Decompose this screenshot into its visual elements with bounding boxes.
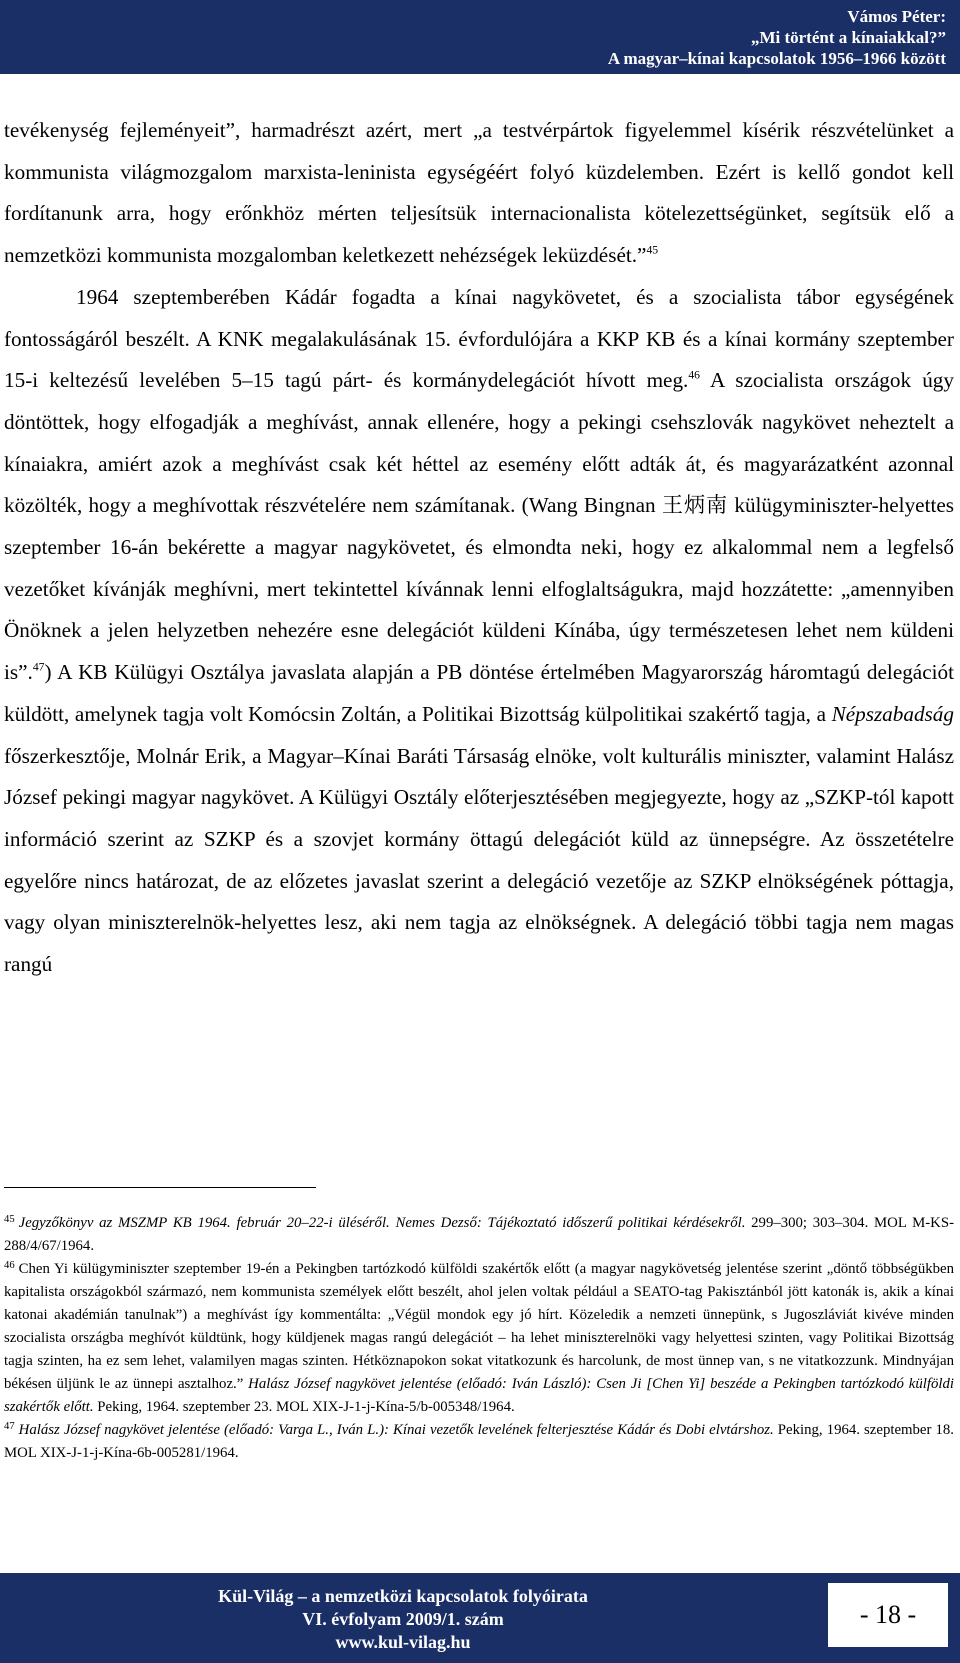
paragraph-2: [4, 277, 954, 986]
footnote-ref-45[interactable]: 45: [646, 243, 659, 257]
footnote-text: Peking, 1964. szeptember 18. MOL XIX-J-1-j-Kína-6b-005281/1964.: [4, 1422, 955, 1461]
paragraph-2-text-b: A szocialista országok úgy döntöttek, hogy elfogadják a meghívást, annak ellenére, hogy a pekingi csehszlovák nagykövet neheztelt a kínaiakra, amiért azok a meghívást csak két héttel az esemény előtt adták át, és magyarázatként azonnal közölték, hogy a meghívottak részvételére nem számítanak. (Wang Bingnan 王炳南 külügyminiszter-helyettes szeptember 16-án bekérette a magyar nagykövetet, és elmondta neki, hogy ez alkalommal nem a legfelső vezetőket kívánják meghívni, mert tekintettel kívánnak lenni elfoglaltságukra, majd hozzátette: „amennyiben Önöknek a jelen helyzetben nehezére esne delegációt küldeni Kínába, úgy természetesen lehet nem küldeni is”.: [4, 368, 954, 685]
journal-name: Kül-Világ – a nemzetközi kapcsolatok folyóirata: [218, 1586, 588, 1606]
footnote-divider: [4, 1187, 316, 1188]
page-number: - 18 -: [828, 1583, 948, 1647]
footnote-source: Peking, 1964. szeptember 23. MOL XIX-J-1-j-Kína-5/b-005348/1964.: [93, 1399, 515, 1415]
header-author: Vámos Péter:: [847, 7, 946, 26]
footnote-text: 299–300; 303–304. MOL M-KS-288/4/67/1964.: [4, 1215, 954, 1254]
footnote-citation: Halász József nagykövet jelentése (előadó: Iván László): Csen Ji [Chen Yi] beszéde a Pekingben tartózkodó külföldi szakértők előtt.: [4, 1376, 954, 1415]
footnote-ref-47[interactable]: 47: [32, 660, 45, 674]
paragraph-2-text-a: 1964 szeptemberében Kádár fogadta a kínai nagykövetet, és a szocialista tábor egységének fontosságáról beszélt. A KNK megalakulásának 15. évfordulójára a KKP KB és a kínai kormány szeptember 15-i keltezésű levelében 5–15 tagú párt- és kormánydelegációt hívott meg.: [4, 284, 954, 393]
footnote-text: Chen Yi külügyminiszter szeptember 19-én a Pekingben tartózkodó külföldi szakértők előtt (a magyar nagykövetség jelentése szerint „döntő többségükben kapitalista országokból származó, nem kommunista személyek előtt beszélt, ahol jelen voltak például a SEATO-tag Pakisztánból jött katonák is, akik a kínai katonai akadémián tanulnak”) a meghívást így kommentálta: „Végül mondok egy jó hírt. Közeledik a nemzeti ünnepünk, s Jugoszláviát kivéve minden szocialista országba meghívót küldtünk, hogy küldjenek magas rangú delegációt – ha lehet miniszterelnöki vagy helyettesi szinten, vagy Politikai Bizottság tagja szinten, ha ez sem lehet, valamilyen magas szinten. Hétköznapokon sokat vitatkozunk és harcolunk, de most ünnep van, s ne vitatkozzunk. Mindnyájan békésen üljünk le az ünnepi asztalhoz.”: [4, 1261, 954, 1392]
footnote-number: 46: [4, 1260, 15, 1272]
paragraph-1: [4, 110, 954, 277]
footnote-citation: Jegyzőkönyv az MSZMP KB 1964. február 20–22-i üléséről. Nemes Dezső: Tájékoztató időszerű politikai kérdésekről.: [18, 1215, 746, 1231]
header-title: „Mi történt a kínaiakkal?”: [750, 28, 946, 47]
newspaper-title: Népszabadság: [831, 701, 954, 726]
footnote-47: [4, 1419, 954, 1465]
header-subtitle: A magyar–kínai kapcsolatok 1956–1966 között: [607, 49, 946, 68]
footnote-number: 47: [4, 1421, 15, 1433]
journal-url[interactable]: www.kul-vilag.hu: [335, 1632, 471, 1652]
footnote-ref-46[interactable]: 46: [688, 368, 700, 382]
journal-issue: VI. évfolyam 2009/1. szám: [302, 1609, 504, 1629]
running-footer: [0, 1573, 960, 1663]
footnote-number: 45: [4, 1214, 15, 1226]
paragraph-2-text-d: főszerkesztője, Molnár Erik, a Magyar–Kínai Baráti Társaság elnöke, volt kulturális miniszter, valamint Halász József pekingi magyar nagykövet. A Külügyi Osztály előterjesztésében megjegyezte, hogy az „SZKP-tól kapott információ szerint az SZKP és a szovjet kormány öttagú delegációt küld az ünnepségre. Az összetételre egyelőre nincs határozat, de az előzetes javaslat szerint a delegáció vezetője az SZKP elnökségének póttagja, vagy olyan miniszterelnök-helyettes lesz, aki nem tagja az elnökségnek. A delegáció többi tagja nem magas rangú: [4, 743, 954, 977]
paragraph-1-text: tevékenység fejleményeit”, harmadrészt azért, mert „a testvérpártok figyelemmel kísérik részvételünket a kommunista világmozgalom marxista-leninista egységéért folyó küzdelemben. Ezért is kellő gondot kell fordítanunk arra, hogy erőnkhöz mérten teljesítsük internacionalista kötelezettségünket, segítsük elő a nemzetközi kommunista mozgalomban keletkezett nehézségek leküzdését.”: [4, 118, 954, 268]
paragraph-2-text-c: ) A KB Külügyi Osztálya javaslata alapján a PB döntése értelmében Magyarország háromtagú delegációt küldött, amelynek tagja volt Komócsin Zoltán, a Politikai Bizottság külpolitikai szakértő tagja, a: [4, 660, 954, 726]
journal-info: [0, 1585, 806, 1654]
main-text: [4, 110, 954, 986]
running-header: [0, 0, 960, 74]
footnote-citation: Halász József nagykövet jelentése (előadó: Varga L., Iván L.): Kínai vezetők levelének felterjesztése Kádár és Dobi elvtárshoz.: [18, 1422, 774, 1438]
footnotes: [4, 1212, 954, 1465]
footnote-45: [4, 1212, 954, 1258]
footnote-46: [4, 1258, 954, 1419]
